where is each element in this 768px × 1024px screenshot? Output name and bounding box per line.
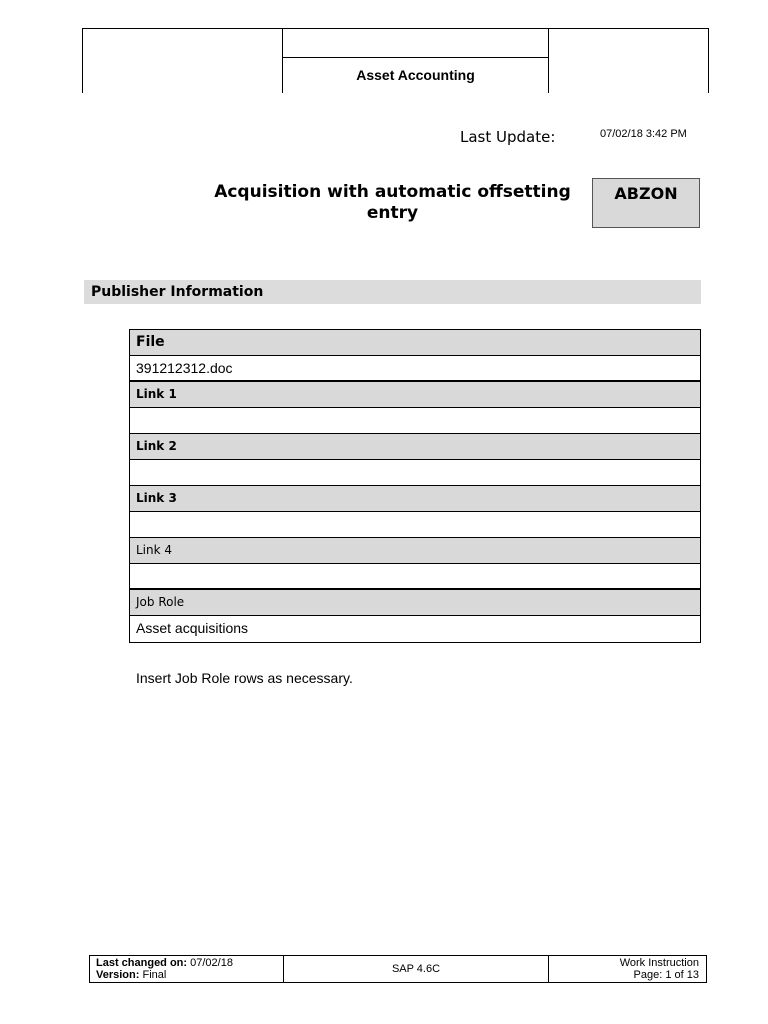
link2-label: Link 2 (130, 434, 700, 460)
link2-value (130, 460, 700, 486)
transaction-code: ABZON (614, 184, 678, 203)
last-update-value: 07/02/18 3:42 PM (600, 128, 687, 140)
last-update-label: Last Update: (460, 128, 556, 146)
version-value: Final (142, 969, 167, 981)
file-label: File (130, 330, 700, 356)
link1-label: Link 1 (130, 382, 700, 408)
header-title: Asset Accounting (356, 67, 475, 83)
link4-label: Link 4 (130, 538, 700, 564)
link3-value (130, 512, 700, 538)
link1-value (130, 408, 700, 434)
header-divider (282, 29, 283, 93)
job-role-value: Asset acquisitions (136, 620, 249, 636)
version (96, 969, 166, 981)
file-value: 391212312.doc (130, 356, 700, 382)
document-title: Acquisition with automatic offsetting entry (214, 182, 571, 223)
last-changed-value: 07/02/18 (190, 957, 233, 969)
system-name: SAP 4.6C (391, 963, 441, 975)
instruction-note: Insert Job Role rows as necessary. (136, 670, 353, 686)
version-label: Version: (96, 969, 140, 981)
header-divider (282, 57, 548, 58)
last-changed-label: Last changed on: (96, 957, 188, 969)
job-role-label: Job Role (130, 590, 700, 616)
link4-value (130, 564, 700, 590)
transaction-code-box (592, 178, 700, 228)
document-type: Work Instruction (619, 957, 699, 969)
document-header (82, 28, 709, 93)
publisher-info-table (129, 329, 701, 643)
page-number: Page: 1 of 13 (633, 969, 699, 981)
section-heading: Publisher Information (84, 280, 701, 304)
last-changed (96, 957, 233, 969)
header-divider (548, 29, 549, 93)
link3-label: Link 3 (130, 486, 700, 512)
document-footer (89, 955, 707, 983)
footer-divider (548, 956, 549, 982)
